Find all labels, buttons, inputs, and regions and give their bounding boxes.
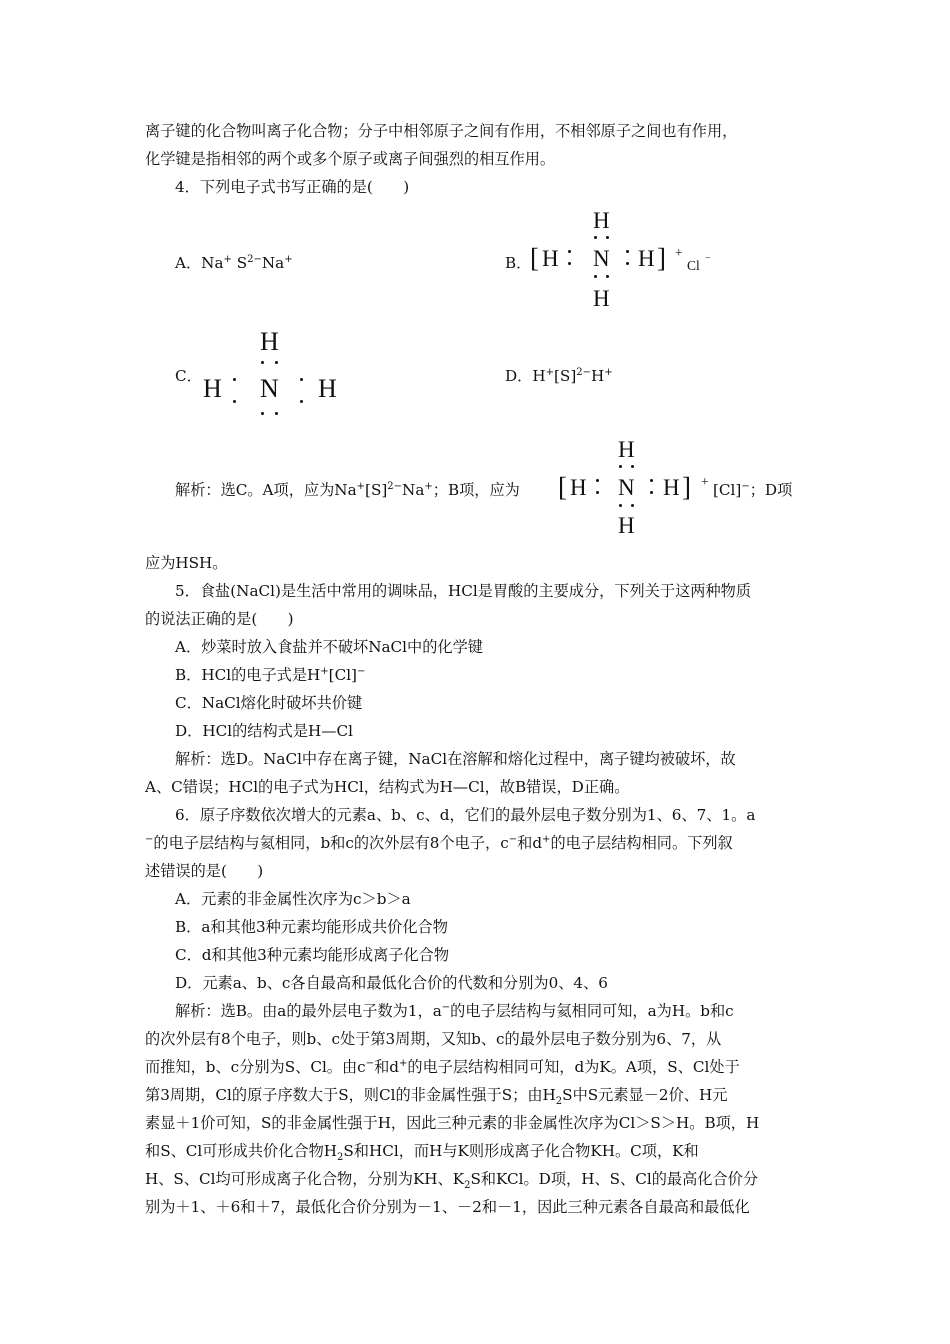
text-line: H、S、Cl均可形成离子化合物，分别为KH、$K_2S$和KCl。D项，H、S、Cl的最高化合价分: [145, 1170, 759, 1192]
q6-option-b: B．a和其他3种元素均能形成共价化合物: [175, 918, 448, 936]
q5-option-c: C．NaCl熔化时破坏共价键: [175, 694, 363, 712]
q4-option-d: D．$H^+[S]^{2-}H^+$: [505, 366, 613, 385]
text-line: 而推知，b、c分别为S、Cl。由c−和d+的电子层结构相同可知，d为K。A项，S、Cl处于: [145, 1057, 740, 1076]
ammonium-electron-formula: [ H N H ] + H H: [558, 437, 709, 538]
answer-6: 解析：选B。由a的最外层电子数为1，a−的电子层结构与氦相同可知，a为H。b和c: [175, 1001, 734, 1020]
q5-option-d: D．HCl的结构式是H—Cl: [175, 722, 353, 740]
question-5: 5．食盐(NaCl)是生活中常用的调味品，HCl是胃酸的主要成分，下列关于这两种物质: [175, 582, 752, 600]
ammonium-chloride-electron-formula: [ H N H ] + Cl − H H: [530, 208, 711, 311]
q6-option-a: A．元素的非金属性次序为c＞b＞a: [175, 890, 411, 908]
question-6: 6．原子序数依次增大的元素a、b、c、d，它们的最外层电子数分别为1、6、7、1。a: [175, 806, 756, 824]
q5-option-a: A．炒菜时放入食盐并不破坏NaCl中的化学键: [175, 638, 483, 656]
answer-4-text: 解析：选C。A项，应为$Na^+[S]^{2-}Na^+$；B项，应为: [175, 480, 520, 499]
text-line: 别为＋1、＋6和＋7，最低化合价分别为－1、－2和－1，因此三种元素各自最高和最低化: [145, 1198, 750, 1216]
q6-option-d: D．元素a、b、c各自最高和最低化合价的代数和分别为0、4、6: [175, 974, 608, 992]
text-line: 化学键是指相邻的两个或多个原子或离子间强烈的相互作用。: [145, 150, 556, 168]
ammonia-electron-formula: H H N H: [200, 328, 350, 423]
answer-5: 解析：选D。NaCl中存在离子键，NaCl在溶解和熔化过程中，离子键均被破坏，故: [175, 750, 736, 768]
q4-option-a: A．Na+ $S^{2-}Na^+$: [175, 253, 293, 272]
q4-option-b-label: B．: [505, 254, 532, 272]
q5-option-b: B．HCl的电子式是H+[Cl]−: [175, 665, 366, 684]
answer-4-text-tail: [Cl]−；D项: [713, 480, 793, 499]
text-line: 离子键的化合物叫离子化合物；分子中相邻原子之间有作用，不相邻原子之间也有作用，: [145, 122, 738, 140]
text-line: 的次外层有8个电子，则b、c处于第3周期，又知b、c的最外层电子数分别为6、7，从: [145, 1030, 722, 1048]
text-line: 的说法正确的是( ): [145, 610, 294, 628]
q4-option-c-label: C．: [175, 367, 202, 385]
text-line: 第3周期，Cl的原子序数大于S，则Cl的非金属性强于S；由$H_2S$中S元素显－2价、H元: [145, 1086, 728, 1108]
question-4: 4．下列电子式书写正确的是( ): [175, 178, 410, 196]
text-line: 素显＋1价可知，S的非金属性强于H，因此三种元素的非金属性次序为Cl＞S＞H。B项，H: [145, 1114, 760, 1132]
text-line: A、C错误；HCl的电子式为HCl，结构式为H—Cl，故B错误，D正确。: [145, 778, 630, 796]
text-line: −的电子层结构与氦相同，b和c的次外层有8个电子，c−和d+的电子层结构相同。下列叙: [145, 833, 733, 852]
q6-option-c: C．d和其他3种元素均能形成离子化合物: [175, 946, 450, 964]
text-line: 应为HSH。: [145, 554, 228, 572]
text-line: 和S、Cl可形成共价化合物$H_2S$和HCl，而H与K则形成离子化合物KH。C项，K和: [145, 1142, 699, 1164]
text-line: 述错误的是( ): [145, 862, 264, 880]
